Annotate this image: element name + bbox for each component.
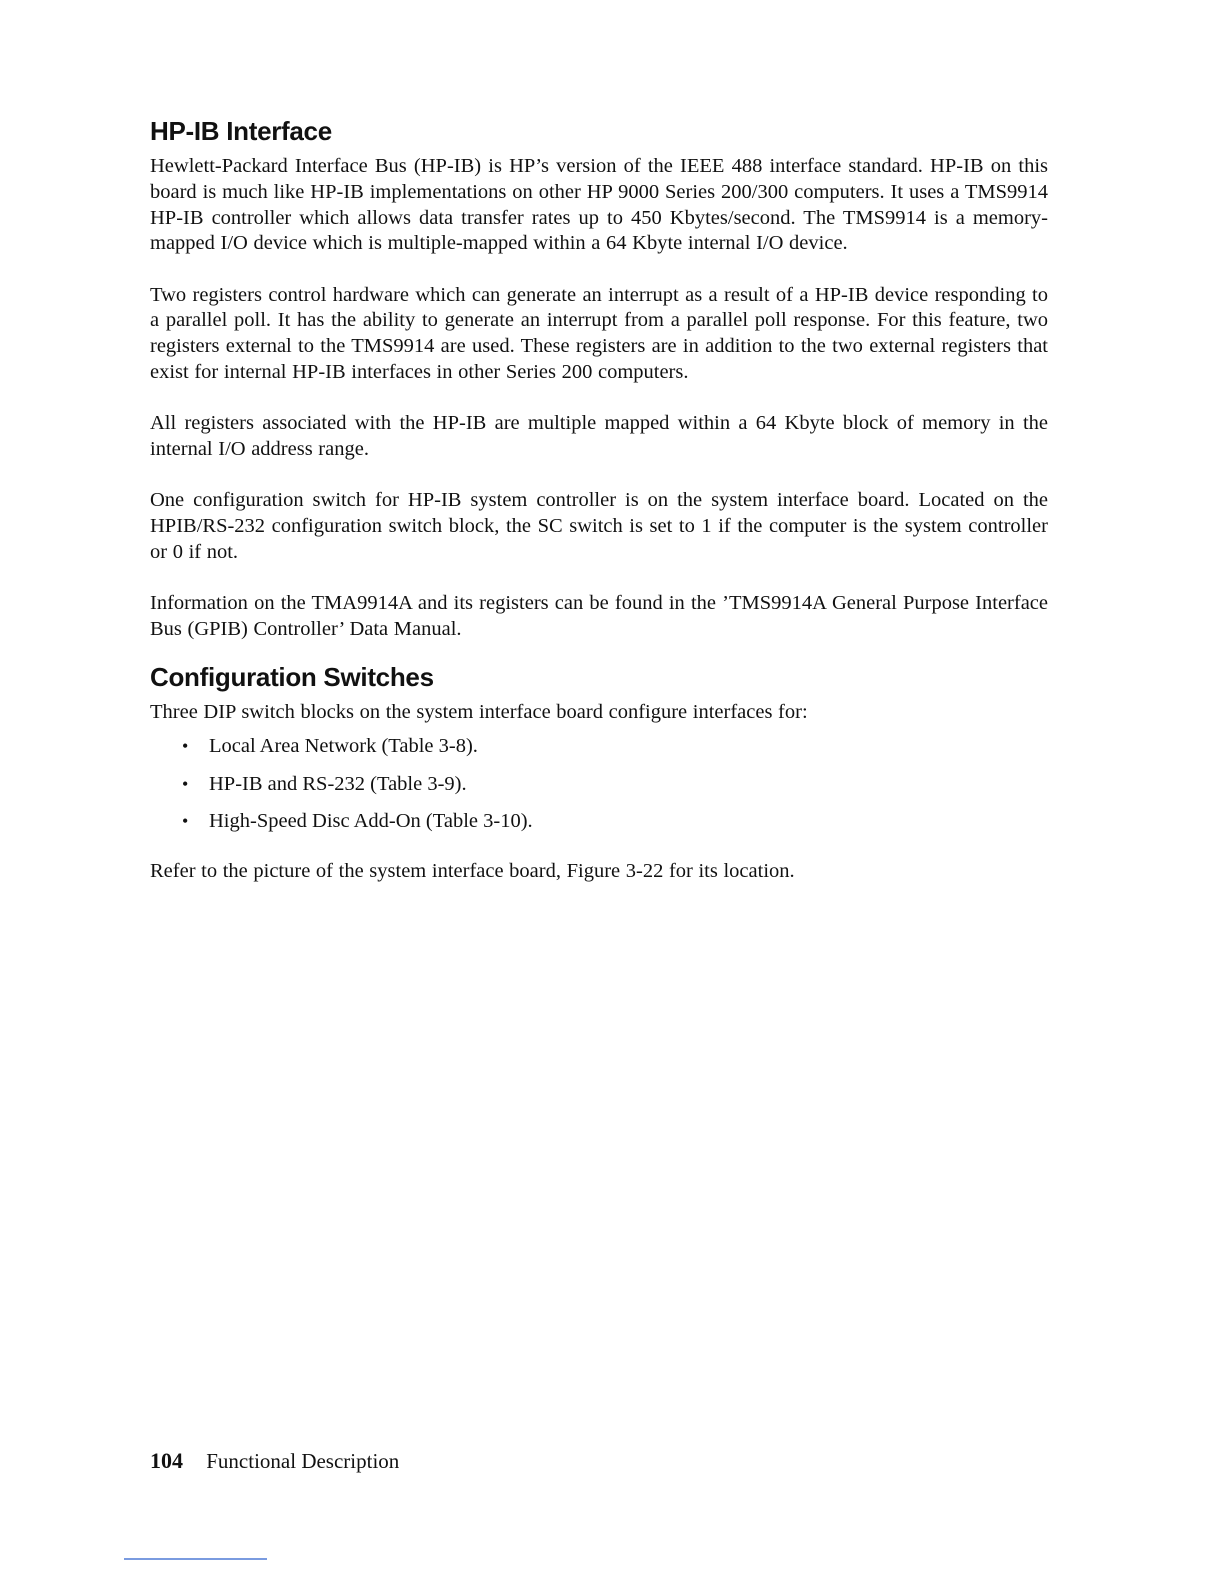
paragraph: Information on the TMA9914A and its registers can be found in the ’TMS9914A General Purpose Interface Bus (GPIB) Controller’ Data Manual. bbox=[150, 592, 1048, 641]
bullet-icon: • bbox=[182, 773, 189, 794]
section-configuration-switches bbox=[150, 660, 1048, 884]
paragraph: Hewlett-Packard Interface Bus (HP-IB) is HP’s version of the IEEE 488 interface standard. HP-IB on this board is much like HP-IB implementations on other HP 9000 Series 200/300 computers. It uses a TMS9914 HP-IB controller which allows data transfer rates up to 450 Kbytes/second. The TMS9914 is a memory-mapped I/O device which is multiple-mapped within a 64 Kbyte internal I/O device. bbox=[150, 155, 1048, 255]
bullet-icon: • bbox=[182, 736, 189, 757]
page-footer bbox=[150, 1447, 399, 1475]
document-page bbox=[150, 114, 1048, 910]
paragraph: One configuration switch for HP-IB system controller is on the system interface board. Located on the HPIB/RS-232 configuration switch block, the SC switch is set to 1 if the computer is the system controller or 0 if not. bbox=[150, 489, 1048, 564]
paragraph: Two registers control hardware which can generate an interrupt as a result of a HP-IB device responding to a parallel poll. It has the ability to generate an interrupt from a parallel poll response. For this feature, two registers external to the TMS9914 are used. These registers are in addition to the two external registers that exist for internal HP-IB interfaces in other Series 200 computers. bbox=[150, 283, 1048, 384]
section-heading: Configuration Switches bbox=[150, 662, 434, 693]
list-item-text: Local Area Network (Table 3-8). bbox=[209, 735, 478, 758]
bottom-divider bbox=[124, 1558, 267, 1560]
list-item bbox=[182, 809, 1048, 835]
paragraph: All registers associated with the HP-IB are multiple mapped within a 64 Kbyte block of memory in the internal I/O address range. bbox=[150, 412, 1048, 461]
list-item bbox=[182, 734, 1048, 760]
section-heading: HP-IB Interface bbox=[150, 116, 332, 146]
footer-section-title: Functional Description bbox=[206, 1449, 400, 1473]
bullet-icon: • bbox=[182, 811, 189, 832]
list-item-text: High-Speed Disc Add-On (Table 3-10). bbox=[209, 810, 533, 833]
bullet-list bbox=[150, 734, 1048, 835]
section-hp-ib-interface bbox=[150, 114, 1048, 643]
page-number: 104 bbox=[150, 1448, 183, 1473]
paragraph: Three DIP switch blocks on the system interface board configure interfaces for: bbox=[150, 701, 808, 724]
list-item bbox=[182, 772, 1048, 798]
paragraph: Refer to the picture of the system interface board, Figure 3-22 for its location. bbox=[150, 860, 795, 883]
list-item-text: HP-IB and RS-232 (Table 3-9). bbox=[209, 772, 467, 795]
